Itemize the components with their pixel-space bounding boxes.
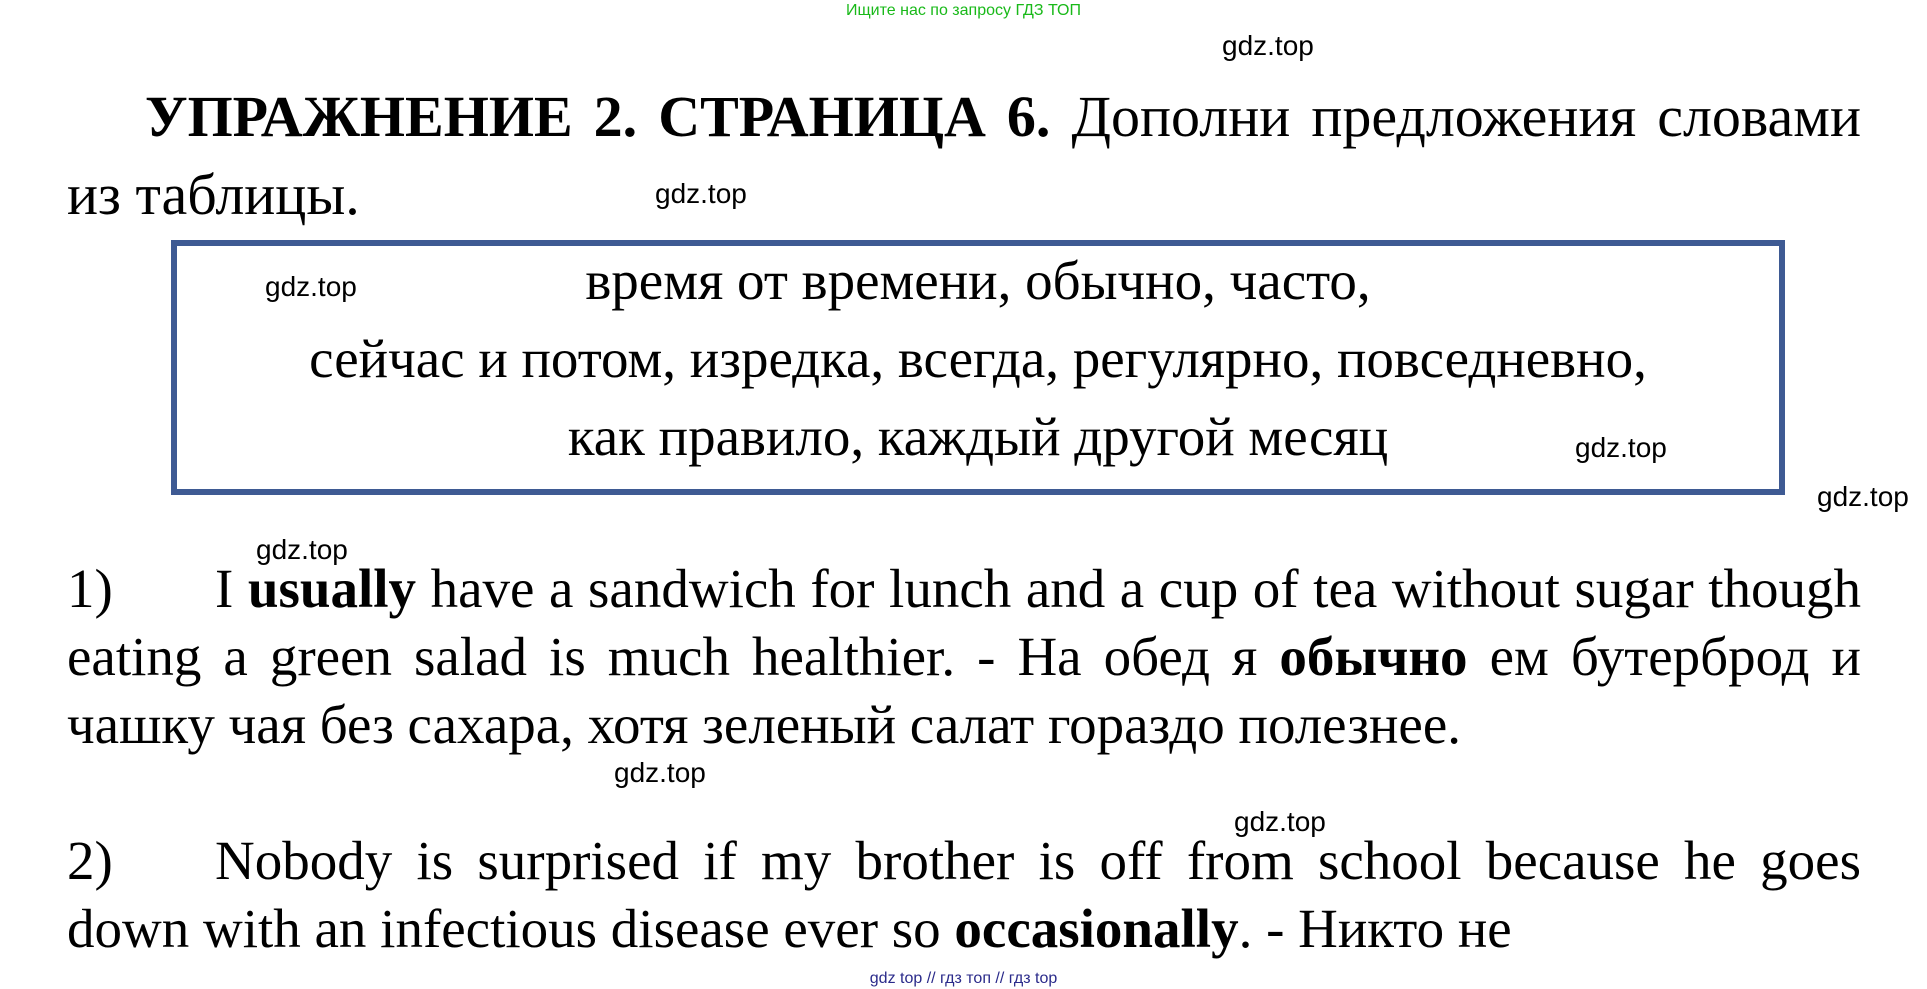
- watermark: gdz.top: [1575, 432, 1667, 463]
- watermark: gdz.top: [1222, 30, 1314, 61]
- word-bank-line-1: время от времени, обычно, часто,: [585, 250, 1371, 311]
- exercise-item-2: 2) Nobody is surprised if my brother is off from school because he goes down with an infectious disease ever so occasionally. - Никто не: [67, 827, 1861, 963]
- watermark: gdz.top: [1817, 481, 1909, 512]
- answer-word: occasionally: [954, 898, 1239, 959]
- exercise-item-1: 1) I usually have a sandwich for lunch and a cup of tea without sugar though eating a green salad is much healthier. - На обед я обычно ем бутерброд и чашку чая без сахара, хотя зеленый салат гораздо полезнее.: [67, 555, 1861, 759]
- word-bank-line-2: сейчас и потом, изредка, всегда, регулярно, повседневно,: [309, 328, 1647, 389]
- watermark: gdz.top: [655, 178, 747, 209]
- watermark: gdz.top: [256, 534, 348, 565]
- exercise-heading: [67, 78, 1861, 234]
- footer-watermark: gdz top // гдз топ // гдз top: [869, 970, 1058, 987]
- exercise-instruction: Дополни предложения словами из таблицы.: [67, 84, 1861, 227]
- word-bank-box: [171, 240, 1785, 495]
- watermark: gdz.top: [265, 271, 357, 302]
- top-banner: Ищите нас по запросу ГДЗ ТОП: [846, 2, 1081, 19]
- answer-word-translation: обычно: [1279, 626, 1468, 687]
- watermark: gdz.top: [614, 757, 706, 788]
- watermark: gdz.top: [1234, 806, 1326, 837]
- exercise-title: УПРАЖНЕНИЕ 2. СТРАНИЦА 6.: [145, 84, 1051, 149]
- item-number: 2): [67, 830, 113, 891]
- answer-word: usually: [247, 558, 417, 619]
- item-number: 1): [67, 558, 113, 619]
- word-bank-line-3: как правило, каждый другой месяц: [567, 406, 1389, 467]
